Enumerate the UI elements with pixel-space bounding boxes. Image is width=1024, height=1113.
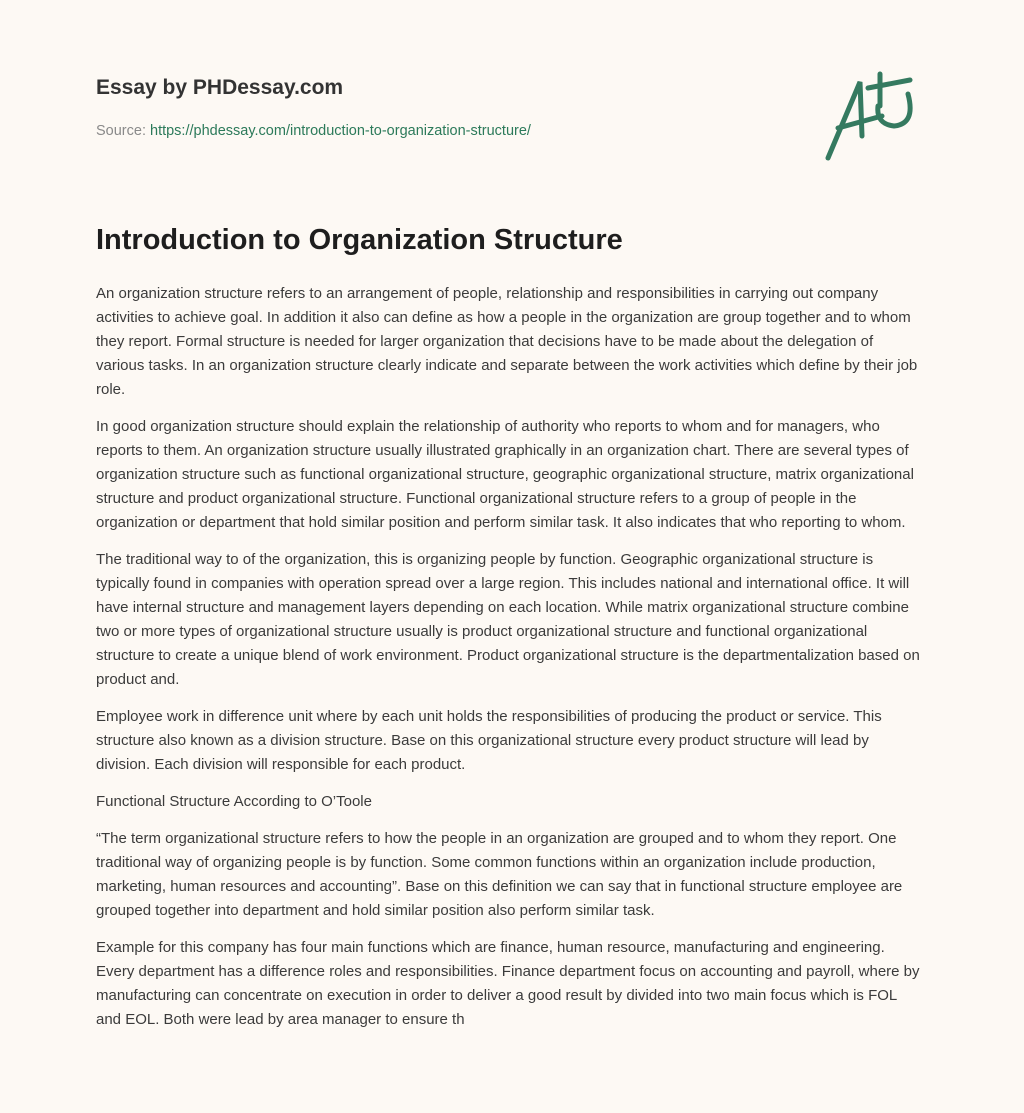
paragraph: Employee work in difference unit where by each unit holds the responsibilities of producing the product or service. This structure also known as a division structure. Base on this organizational structure every product structure will lead by division. Each division will responsible for each product. (96, 708, 882, 773)
paragraph: “The term organizational structure refers to how the people in an organization are grouped and to whom they report. One traditional way of organizing people is by function. Some common functions within an organization include production, marketing, human resources and accounting”. Base on this definition we can say that in functional structure employee are grouped together into department and hold similar position also perform similar task. (96, 830, 903, 919)
paragraph: In good organization structure should explain the relationship of authority who reports to whom and for managers, who reports to them. An organization structure usually illustrated graphically in an organization chart. There are several types of organization structure such as functional organizational structure, geographic organizational structure, matrix organizational structure and product organizational structure. Functional organizational structure refers to a group of people in the organization or department that hold similar position and perform similar task. It also indicates that who reporting to whom. (96, 418, 914, 531)
a-plus-logo-icon (820, 66, 930, 166)
essay-body (96, 282, 924, 1045)
source-label: Source: (96, 123, 150, 139)
source-line (96, 123, 531, 139)
paragraph: Example for this company has four main functions which are finance, human resource, manufacturing and engineering. Every department has a difference roles and responsibilities. Finance department focus on accounting and payroll, where by manufacturing can concentrate on execution in order to deliver a good result by divided into two main focus which is FOL and EOL. Both were lead by area manager to ensure th (96, 939, 920, 1028)
paragraph: An organization structure refers to an arrangement of people, relationship and responsibilities in carrying out company activities to achieve goal. In addition it also can define as how a people in the organization are group together and to whom they report. Formal structure is needed for larger organization that decisions have to be made about the delegation of various tasks. In an organization structure clearly indicate and separate between the work activities which define by their job role. (96, 285, 918, 398)
paragraph: The traditional way to of the organization, this is organizing people by function. Geographic organizational structure is typically found in companies with operation spread over a large region. This includes national and international office. It will have internal structure and management layers depending on each location. While matrix organizational structure combine two or more types of organizational structure usually is product organizational structure and functional organizational structure to create a unique blend of work environment. Product organizational structure is the departmentalization based on product and. (96, 551, 920, 688)
subheading: Functional Structure According to O’Toole (96, 793, 372, 810)
page-title: Introduction to Organization Structure (96, 224, 623, 256)
source-link[interactable]: https://phdessay.com/introduction-to-organization-structure/ (150, 123, 531, 139)
site-title: Essay by PHDessay.com (96, 76, 344, 99)
